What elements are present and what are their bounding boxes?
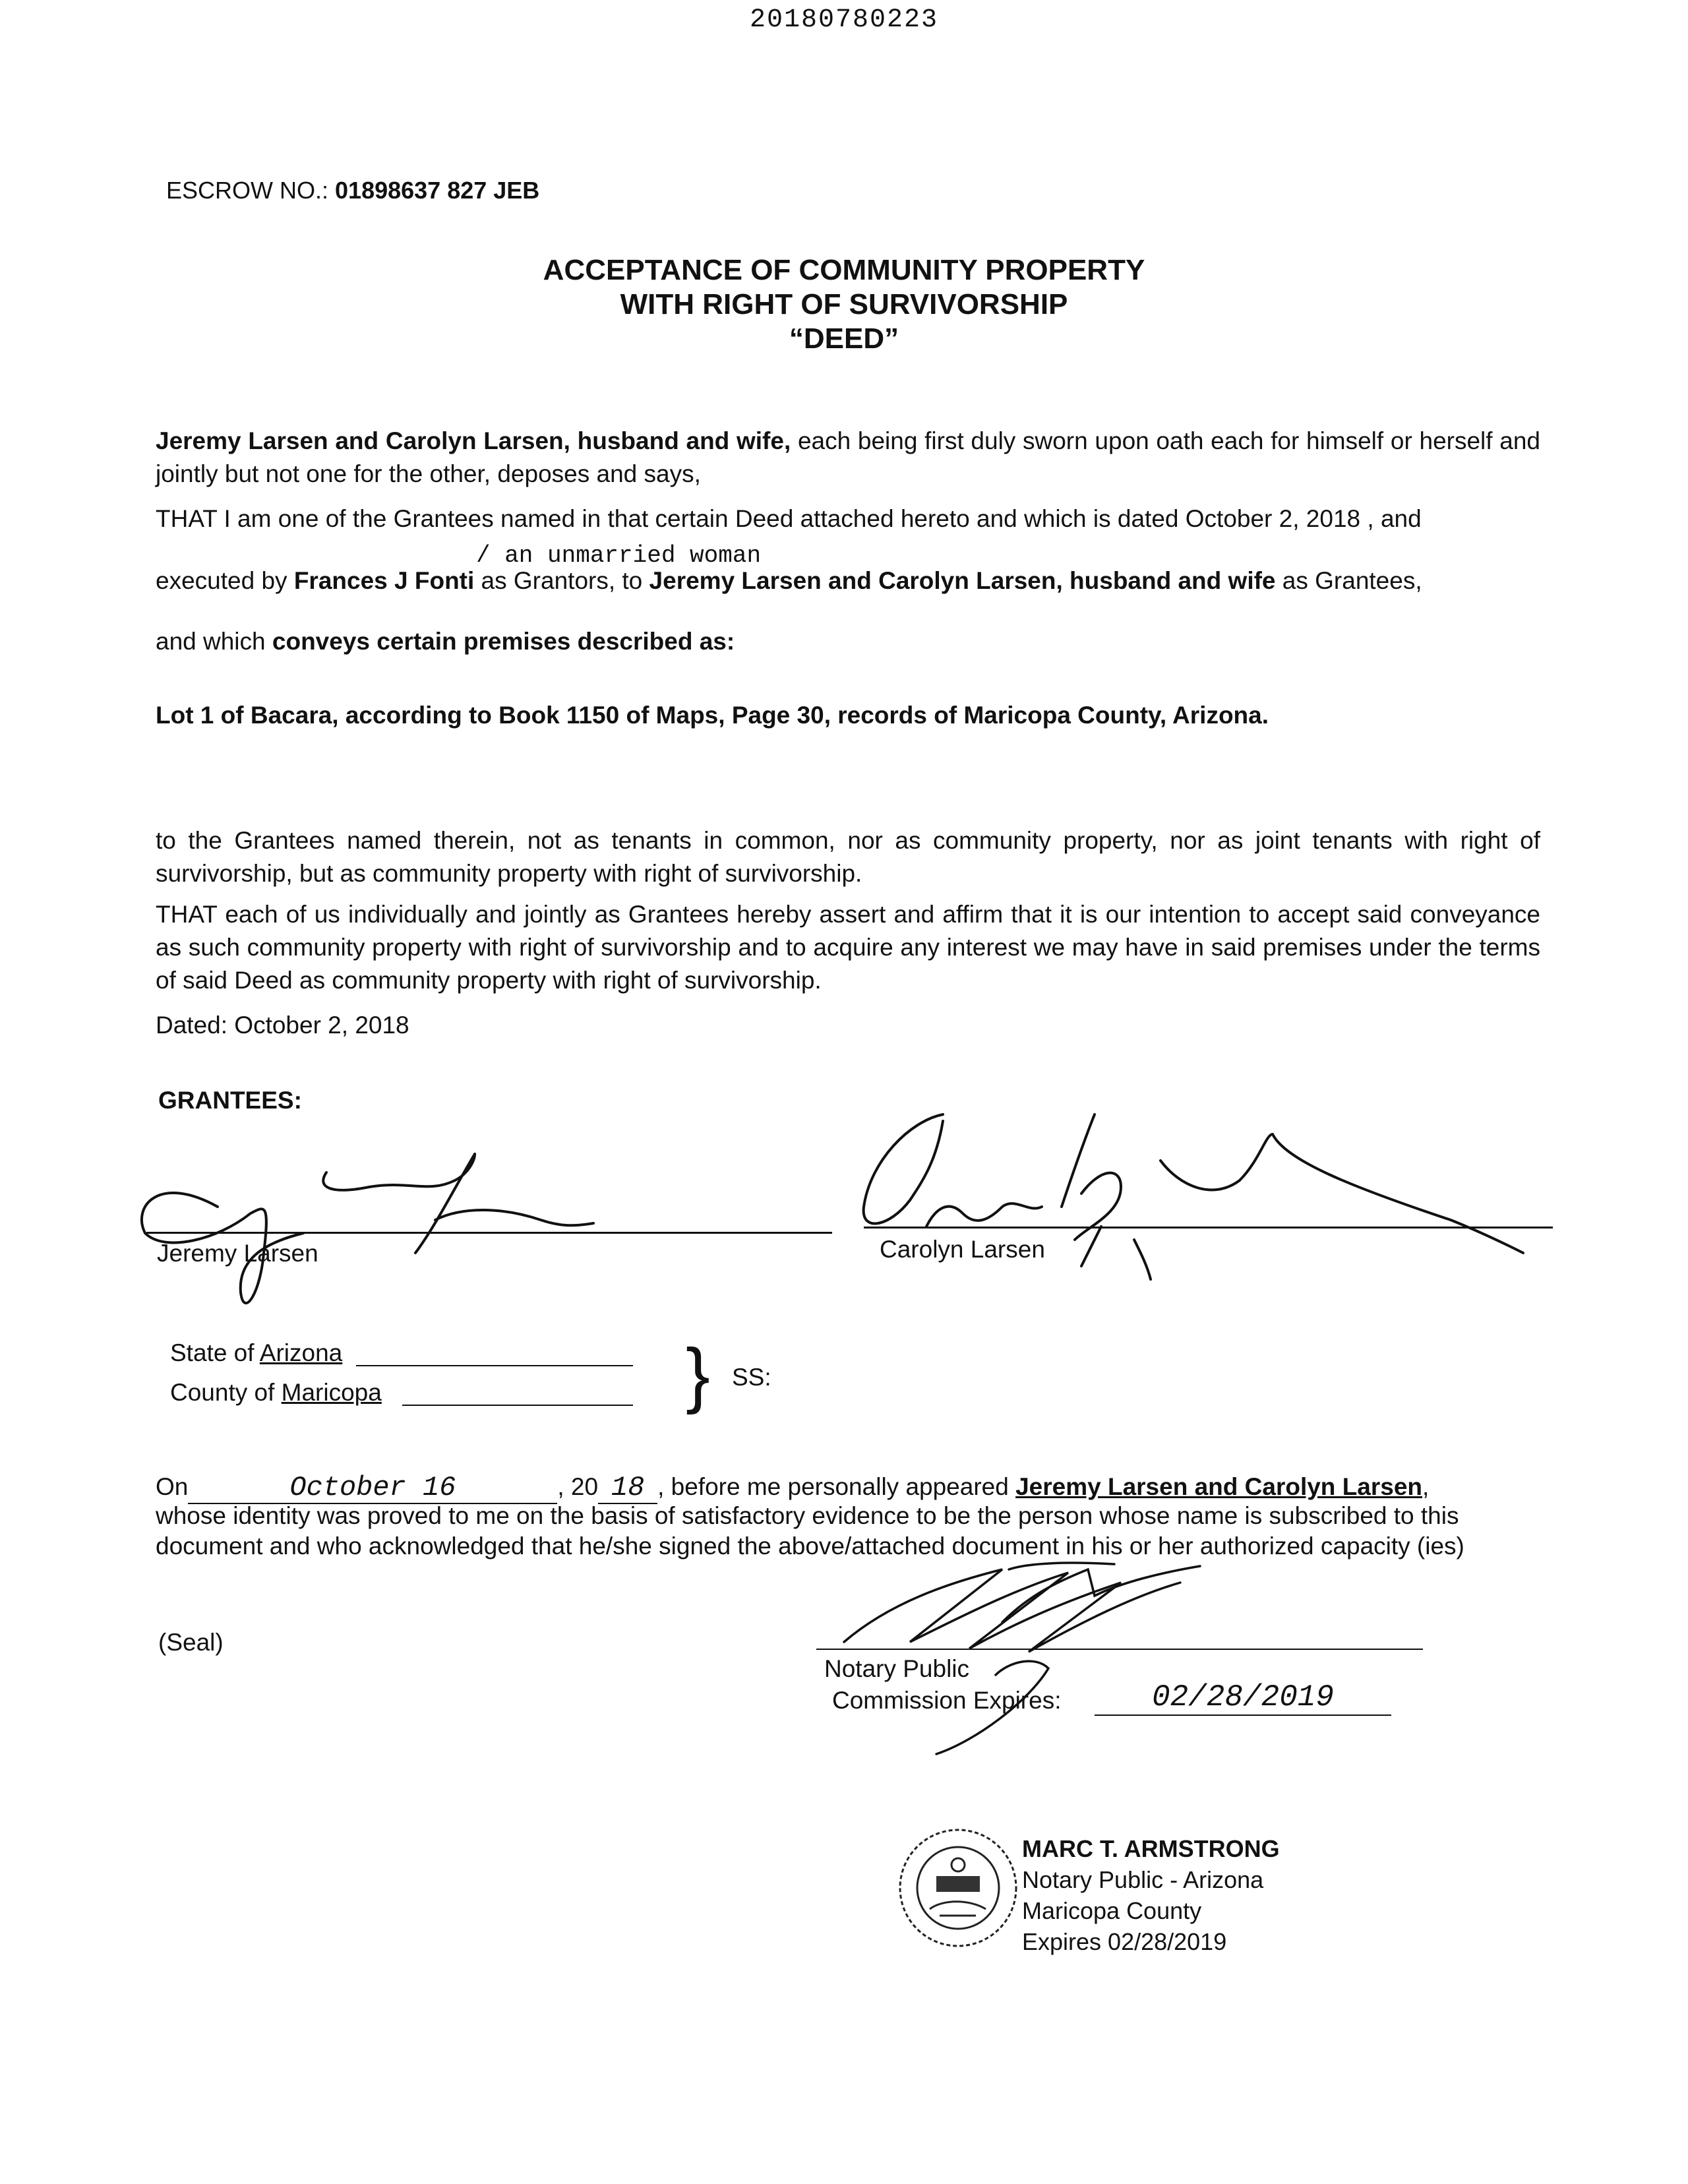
acknowledgment-body: whose identity was proved to me on the basis of satisfactory evidence to be the person whose name is subscribed to this document and who acknowledged that he/she signed the above/attached document in his or her authorized capacity (ies) [156,1502,1464,1560]
title-line-3: “DEED” [789,322,899,355]
signer-name-carolyn: Carolyn Larsen [880,1236,1045,1263]
grantees-bold: Jeremy Larsen and Carolyn Larsen, husband and wife [649,567,1276,594]
appeared-comma: , [1422,1473,1430,1500]
year-prefix: , 20 [557,1473,599,1500]
stamp-expires: Expires 02/28/2019 [1022,1928,1227,1955]
county-label: County of [170,1379,282,1406]
handwritten-year: 18 [598,1472,657,1504]
dated-line: Dated: October 2, 2018 [156,1012,409,1039]
conveys-bold: conveys certain premises described as: [272,628,735,655]
signer-name-jeremy: Jeremy Larsen [157,1240,318,1267]
escrow-label: ESCROW NO.: [166,177,329,204]
recording-number: 20180780223 [749,5,939,35]
intention-paragraph: THAT each of us individually and jointly as Grantees hereby assert and affirm that it is our intention to accept said conveyance as such community property with right of survivorship and to acquire any interest we may have in said premises under the terms of said Deed as community property with right of survivorship. [156,901,1540,994]
deed-reference-paragraph: THAT I am one of the Grantees named in that certain Deed attached hereto and which is dated October 2, 2018 , and [156,505,1422,532]
ss-label: SS: [732,1364,771,1391]
stamp-county: Maricopa County [1022,1897,1202,1924]
appeared-names: Jeremy Larsen and Carolyn Larsen [1015,1473,1423,1500]
legal-description: Lot 1 of Bacara, according to Book 1150 of Maps, Page 30, records of Maricopa County, Arizona. [156,702,1269,729]
grantor-name: Frances J Fonti [293,567,475,594]
notary-public-label: Notary Public [824,1655,970,1682]
seal-label: (Seal) [158,1629,224,1656]
executed-by-label: executed by [156,567,294,594]
stamp-notary-name: MARC T. ARMSTRONG [1022,1835,1280,1862]
stamp-notary-title: Notary Public - Arizona [1022,1866,1264,1893]
on-label: On [156,1473,189,1500]
state-value: Arizona [259,1339,343,1366]
state-label: State of [170,1339,260,1366]
handwritten-date: October 16 [188,1472,557,1504]
conveys-prefix: and which [156,628,272,655]
as-grantors-label: as Grantors, to [474,567,649,594]
venue-brace: } [686,1334,710,1415]
title-line-2: WITH RIGHT OF SURVIVORSHIP [620,288,1068,320]
commission-label: Commission Expires: [832,1687,1062,1714]
signature-carolyn [864,1114,1523,1279]
tenancy-paragraph: to the Grantees named therein, not as tenants in common, nor as community property, nor as joint tenants with right of survivorship, but as community property with right of survivorship. [156,827,1540,887]
appeared-text: , before me personally appeared [657,1473,1016,1500]
oath-text: each being first duly sworn upon oath each for himself or herself and jointly but not one for the other, deposes and says, [156,427,1540,487]
commission-expiry: 02/28/2019 [1095,1680,1391,1716]
grantees-names: Jeremy Larsen and Carolyn Larsen, husband and wife, [156,427,791,454]
title-line-1: ACCEPTANCE OF COMMUNITY PROPERTY [543,254,1145,286]
as-grantees-label: as Grantees, [1275,567,1422,594]
typed-insertion: / an unmarried woman [476,542,762,569]
signature-jeremy [142,1154,593,1303]
signature-notary [844,1563,1200,1754]
notary-seal [900,1830,1016,1946]
grantees-heading: GRANTEES: [158,1087,302,1114]
escrow-number: 01898637 827 JEB [335,177,540,204]
county-value: Maricopa [281,1379,382,1406]
